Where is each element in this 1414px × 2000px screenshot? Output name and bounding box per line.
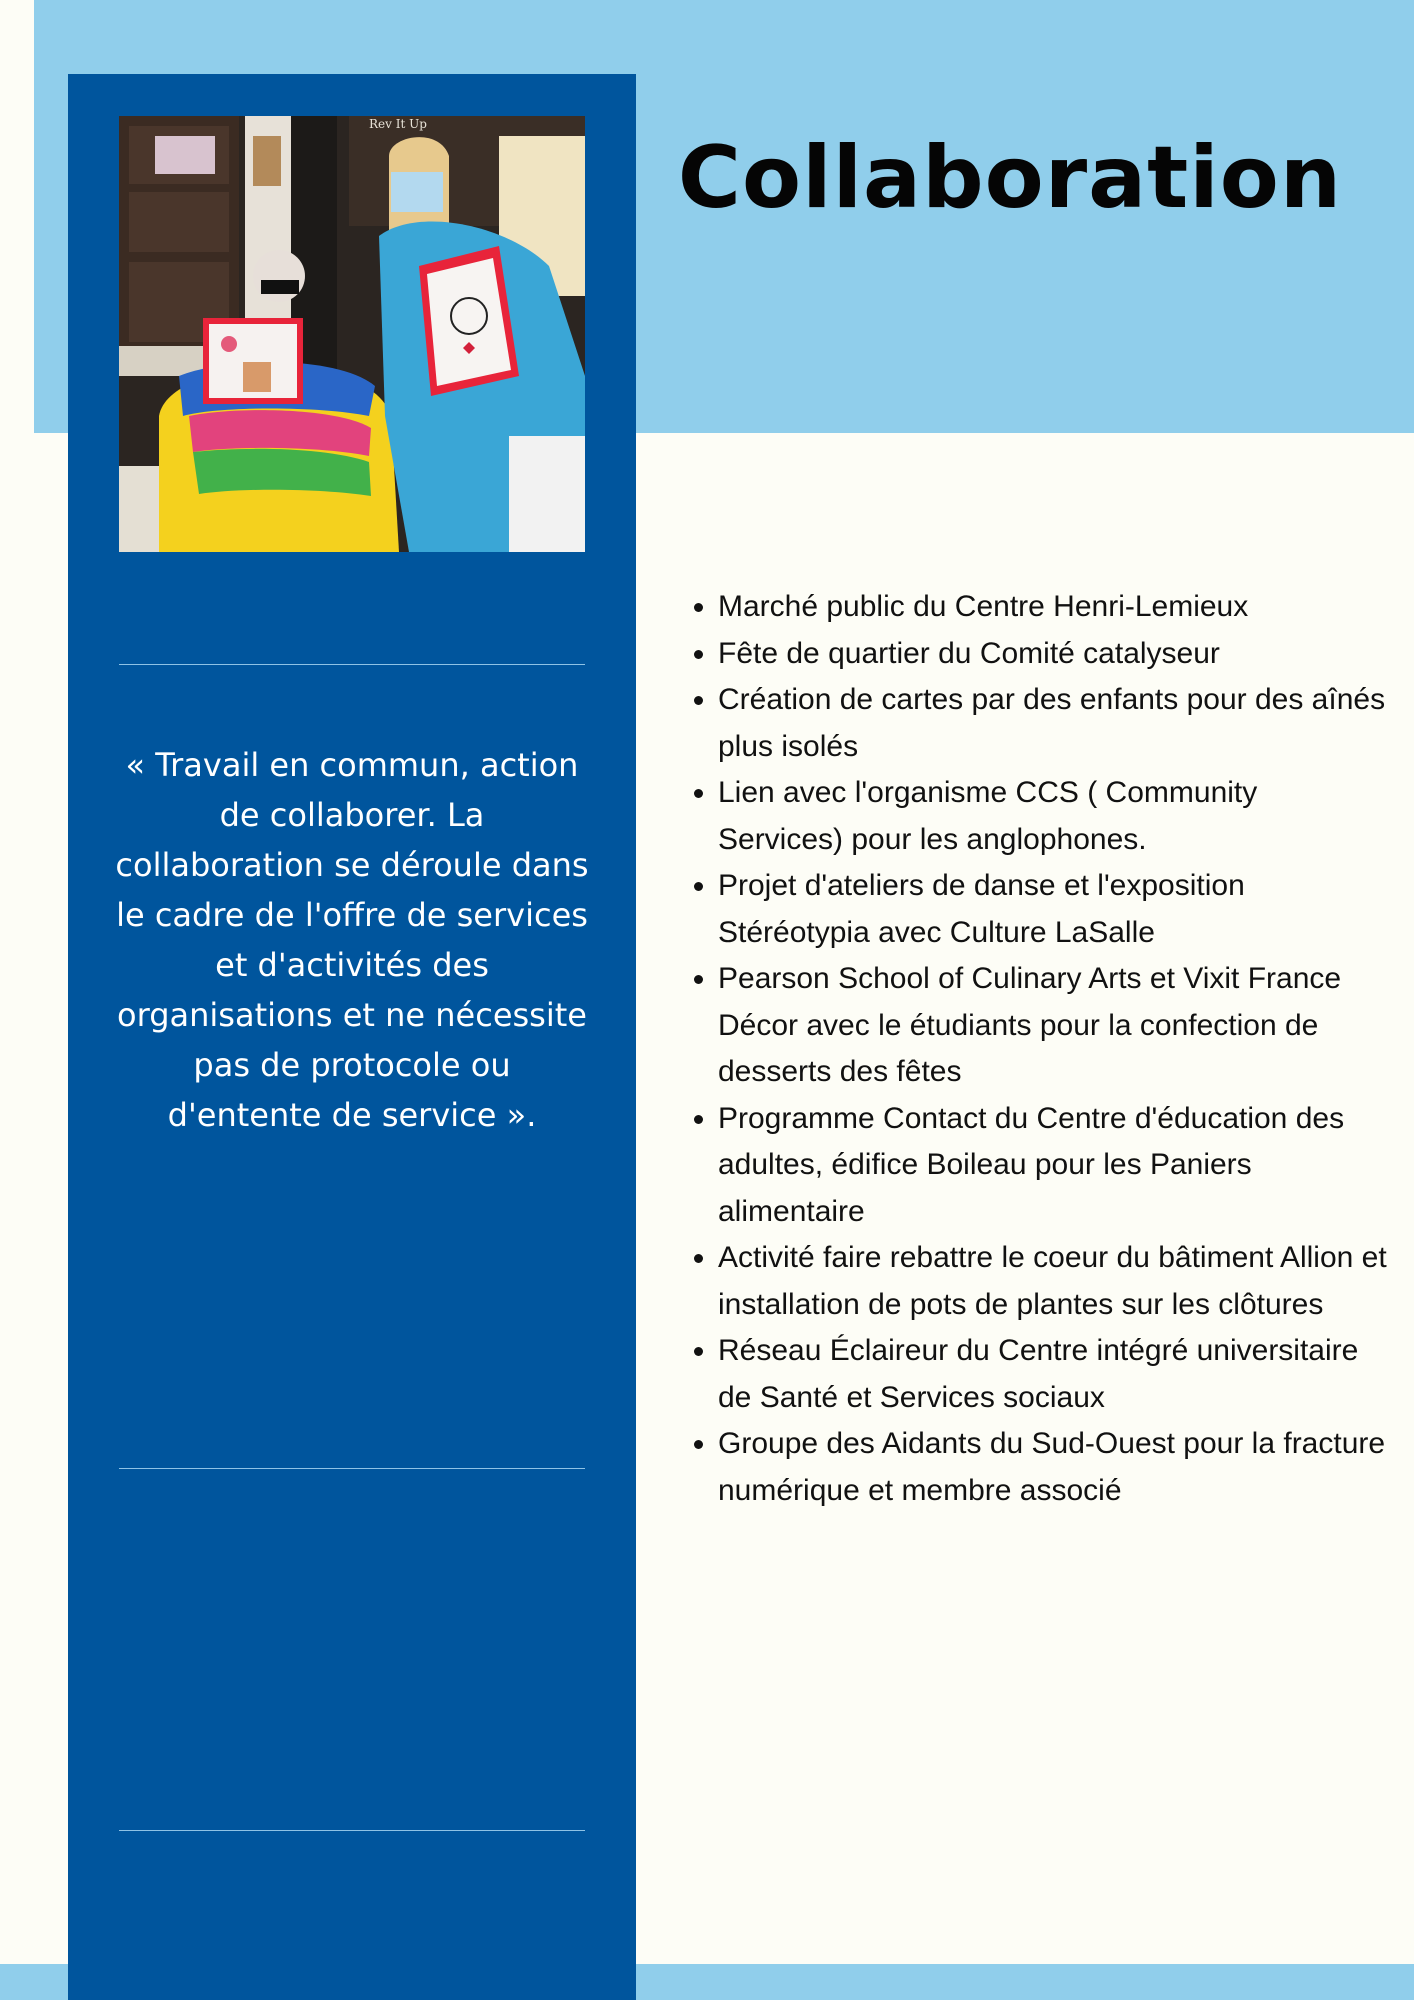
divider-middle: [119, 1468, 585, 1469]
list-item: • Création de cartes par des enfants pour des aînés plus isolés: [718, 677, 1388, 770]
divider-top: [119, 664, 585, 665]
page-title: Collaboration: [677, 128, 1343, 228]
partner-list: [686, 584, 1388, 1514]
list-item: • Programme Contact du Centre d'éducation des adultes, édifice Boileau pour les Paniers alimentaire: [718, 1096, 1388, 1236]
photo: [119, 116, 585, 552]
list-item: • Pearson School of Culinary Arts et Vixit France Décor avec le étudiants pour la confection de desserts des fêtes: [718, 956, 1388, 1096]
list-item: • Projet d'ateliers de danse et l'exposition Stéréotypia avec Culture LaSalle: [718, 863, 1388, 956]
side-panel: [68, 74, 636, 2000]
list-item: • Réseau Éclaireur du Centre intégré universitaire de Santé et Services sociaux: [718, 1328, 1388, 1421]
photo-illustration: [119, 116, 585, 552]
list-item: • Activité faire rebattre le coeur du bâtiment Allion et installation de pots de plantes sur les clôtures: [718, 1235, 1388, 1328]
photo-sign-text: Rev It Up: [369, 117, 427, 131]
list-item: • Marché public du Centre Henri-Lemieux: [718, 584, 1388, 631]
divider-bottom: [119, 1830, 585, 1831]
list-item: • Groupe des Aidants du Sud-Ouest pour la fracture numérique et membre associé: [718, 1421, 1388, 1514]
definition-quote: « Travail en commun, action de collaborer. La collaboration se déroule dans le cadre de l'offre de services et d'activités des organisations et ne nécessite pas de protocole ou d'entente de service ».: [115, 746, 589, 1134]
list-item: • Fête de quartier du Comité catalyseur: [718, 631, 1388, 678]
list-item: • Lien avec l'organisme CCS ( Community Services) pour les anglophones.: [718, 770, 1388, 863]
